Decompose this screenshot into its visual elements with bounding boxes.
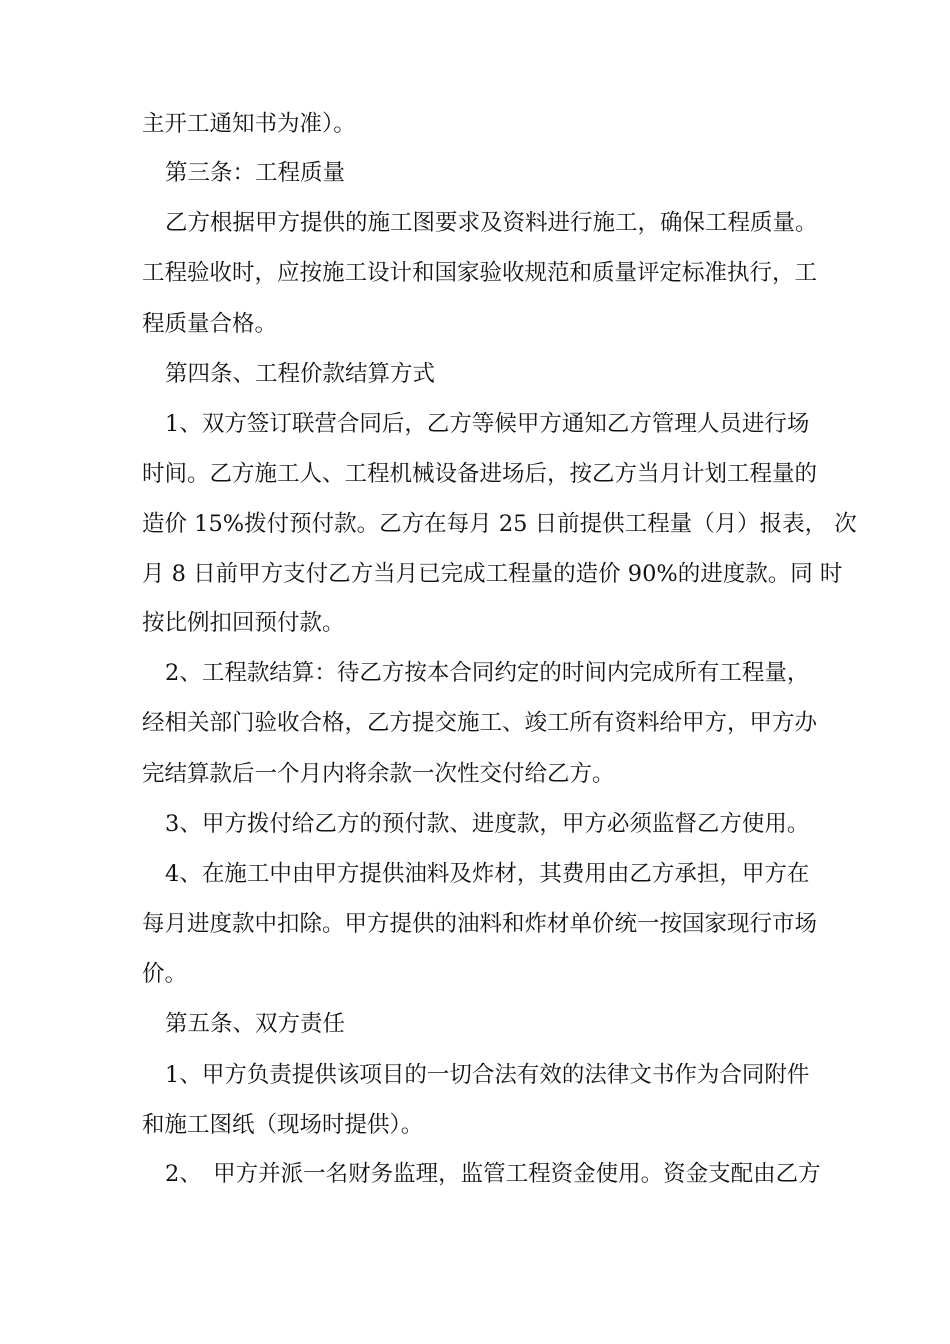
section-heading-3: 第三条：工程质量 — [165, 160, 346, 186]
text-line: 2、工程款结算：待乙方按本合同约定的时间内完成所有工程量， — [165, 660, 810, 686]
text-line: 完结算款后一个月内将余款一次性交付给乙方。 — [142, 761, 615, 787]
text-line: 1、甲方负责提供该项目的一切合法有效的法律文书作为合同附件 — [165, 1062, 810, 1088]
text-line: 1、双方签订联营合同后，乙方等候甲方通知乙方管理人员进行场 — [165, 411, 810, 437]
text-line: 造价 15%拨付预付款。乙方在每月 25 日前提供工程量（月）报表， 次 — [142, 511, 857, 537]
text-line: 价。 — [142, 961, 188, 987]
section-heading-4: 第四条、工程价款结算方式 — [165, 361, 436, 387]
text-line: 月 8 日前甲方支付乙方当月已完成工程量的造价 90%的进度款。同 时 — [142, 561, 843, 587]
text-line: 时间。乙方施工人、工程机械设备进场后，按乙方当月计划工程量的 — [142, 461, 818, 487]
section-heading-5: 第五条、双方责任 — [165, 1011, 346, 1037]
text-line: 经相关部门验收合格，乙方提交施工、竣工所有资料给甲方，甲方办 — [142, 710, 818, 736]
text-line: 按比例扣回预付款。 — [142, 610, 345, 636]
text-line: 和施工图纸（现场时提供）。 — [142, 1112, 424, 1138]
text-line: 每月进度款中扣除。甲方提供的油料和炸材单价统一按国家现行市场 — [142, 911, 818, 937]
text-line: 2、 甲方并派一名财务监理，监管工程资金使用。资金支配由乙方 — [165, 1161, 821, 1187]
text-line: 3、甲方拨付给乙方的预付款、进度款，甲方必须监督乙方使用。 — [165, 811, 810, 837]
text-line: 程质量合格。 — [142, 311, 278, 337]
text-line: 主开工通知书为准）。 — [142, 111, 356, 137]
text-line: 4、在施工中由甲方提供油料及炸材，其费用由乙方承担，甲方在 — [165, 861, 810, 887]
text-line: 乙方根据甲方提供的施工图要求及资料进行施工，确保工程质量。 — [165, 210, 818, 236]
text-line: 工程验收时，应按施工设计和国家验收规范和质量评定标准执行，工 — [142, 260, 818, 286]
